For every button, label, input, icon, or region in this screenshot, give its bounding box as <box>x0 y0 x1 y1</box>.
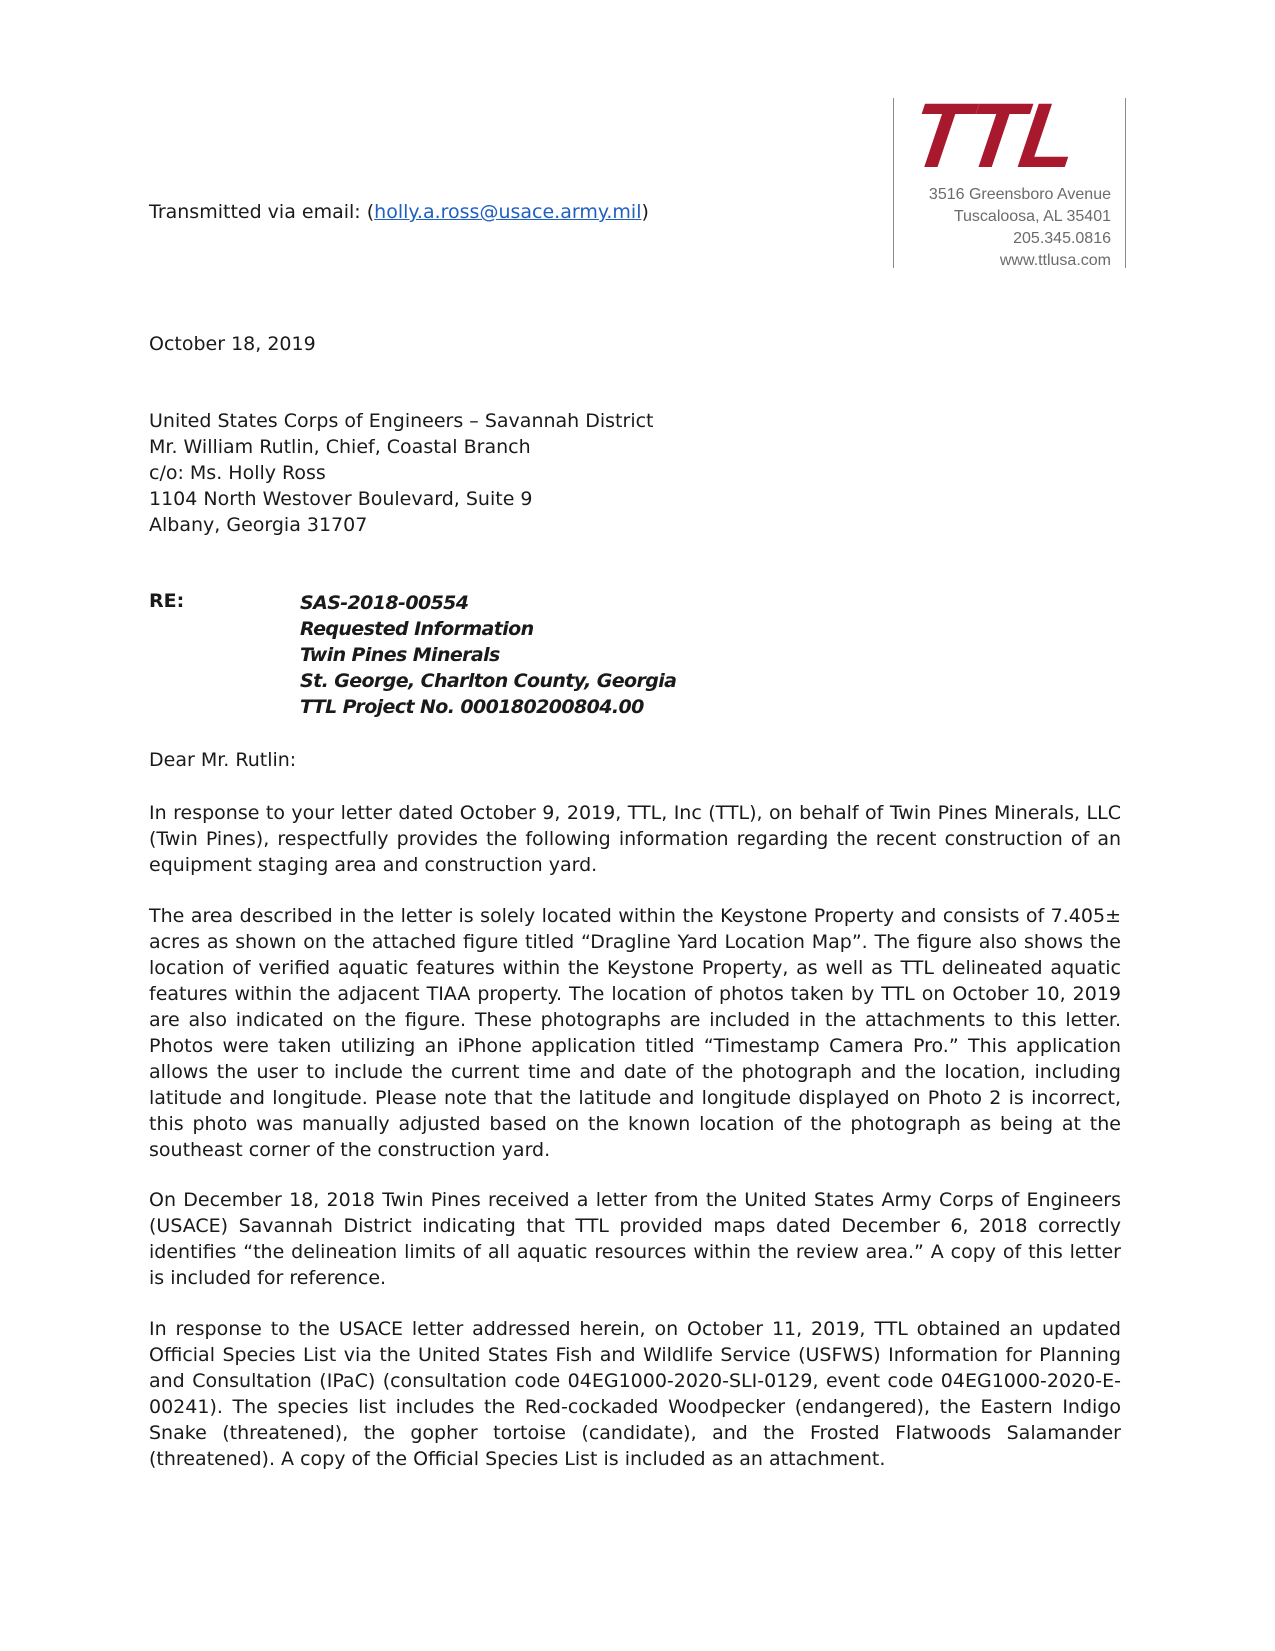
email-link[interactable]: holly.a.ross@usace.army.mil <box>374 201 642 223</box>
letterhead <box>893 85 1126 269</box>
re-line: TTL Project No. 000180200804.00 <box>300 696 644 718</box>
re-line: SAS-2018-00554 <box>300 592 469 614</box>
recipient-line: 1104 North Westover Boulevard, Suite 9 <box>149 488 533 510</box>
recipient-line: United States Corps of Engineers – Savannah District <box>149 410 654 432</box>
body-paragraph: The area described in the letter is solely located within the Keystone Property and consists of 7.405± acres as shown on the attached figure titled “Dragline Yard Location Map”. The figure also shows the location of verified aquatic features within the Keystone Property, as well as TTL delineated aquatic features within the adjacent TIAA property. The location of photos taken by TTL on October 10, 2019 are also indicated on the figure. These photographs are included in the attachments to this letter. Photos were taken utilizing an iPhone application titled “Timestamp Camera Pro.” This application allows the user to include the current time and date of the photograph and the location, including latitude and longitude. Please note that the latitude and longitude displayed on Photo 2 is incorrect, this photo was manually adjusted based on the known location of the photograph as being at the southeast corner of the construction yard. <box>149 905 1121 1161</box>
recipient-line: Mr. William Rutlin, Chief, Coastal Branch <box>149 436 531 458</box>
re-subject <box>300 590 676 720</box>
logo-text: TTL <box>904 85 1082 187</box>
body-paragraph: In response to your letter dated October 9, 2019, TTL, Inc (TTL), on behalf of Twin Pines Minerals, LLC (Twin Pines), respectfully provides the following information regarding the recent construction of an equipment staging area and construction yard. <box>149 802 1121 876</box>
re-label: RE: <box>149 590 185 612</box>
recipient-line: Albany, Georgia 31707 <box>149 514 368 536</box>
re-line: St. George, Charlton County, Georgia <box>300 670 677 692</box>
company-website: www.ttlusa.com <box>999 252 1111 269</box>
transmitted-prefix: Transmitted via email: ( <box>149 201 375 223</box>
company-address <box>929 184 1111 272</box>
address-street: 3516 Greensboro Avenue <box>928 186 1111 203</box>
company-phone: 205.345.0816 <box>1013 230 1111 247</box>
salutation: Dear Mr. Rutlin: <box>149 749 297 771</box>
re-line: Twin Pines Minerals <box>300 644 500 666</box>
re-line: Requested Information <box>300 618 534 640</box>
recipient-line: c/o: Ms. Holly Ross <box>149 462 326 484</box>
transmitted-line <box>149 201 649 223</box>
body-paragraph: On December 18, 2018 Twin Pines received a letter from the United States Army Corps of Engineers (USACE) Savannah District indicating that TTL provided maps dated December 6, 2018 correctly identifies “the delineation limits of all aquatic resources within the review area.” A copy of this letter is included for reference. <box>149 1189 1121 1289</box>
letter-date: October 18, 2019 <box>149 333 316 355</box>
transmitted-suffix: ) <box>641 201 649 223</box>
recipient-address <box>149 408 654 538</box>
body-paragraph: In response to the USACE letter addressed herein, on October 11, 2019, TTL obtained an updated Official Species List via the United States Fish and Wildlife Service (USFWS) Information for Planning and Consultation (IPaC) (consultation code 04EG1000-2020-SLI-0129, event code 04EG1000-2020-E-00241). The species list includes the Red-cockaded Woodpecker (endangered), the Eastern Indigo Snake (threatened), the gopher tortoise (candidate), and the Frosted Flatwoods Salamander (threatened). A copy of the Official Species List is included as an attachment. <box>149 1318 1121 1470</box>
ttl-logo <box>904 85 1112 187</box>
address-city: Tuscaloosa, AL 35401 <box>953 208 1111 225</box>
